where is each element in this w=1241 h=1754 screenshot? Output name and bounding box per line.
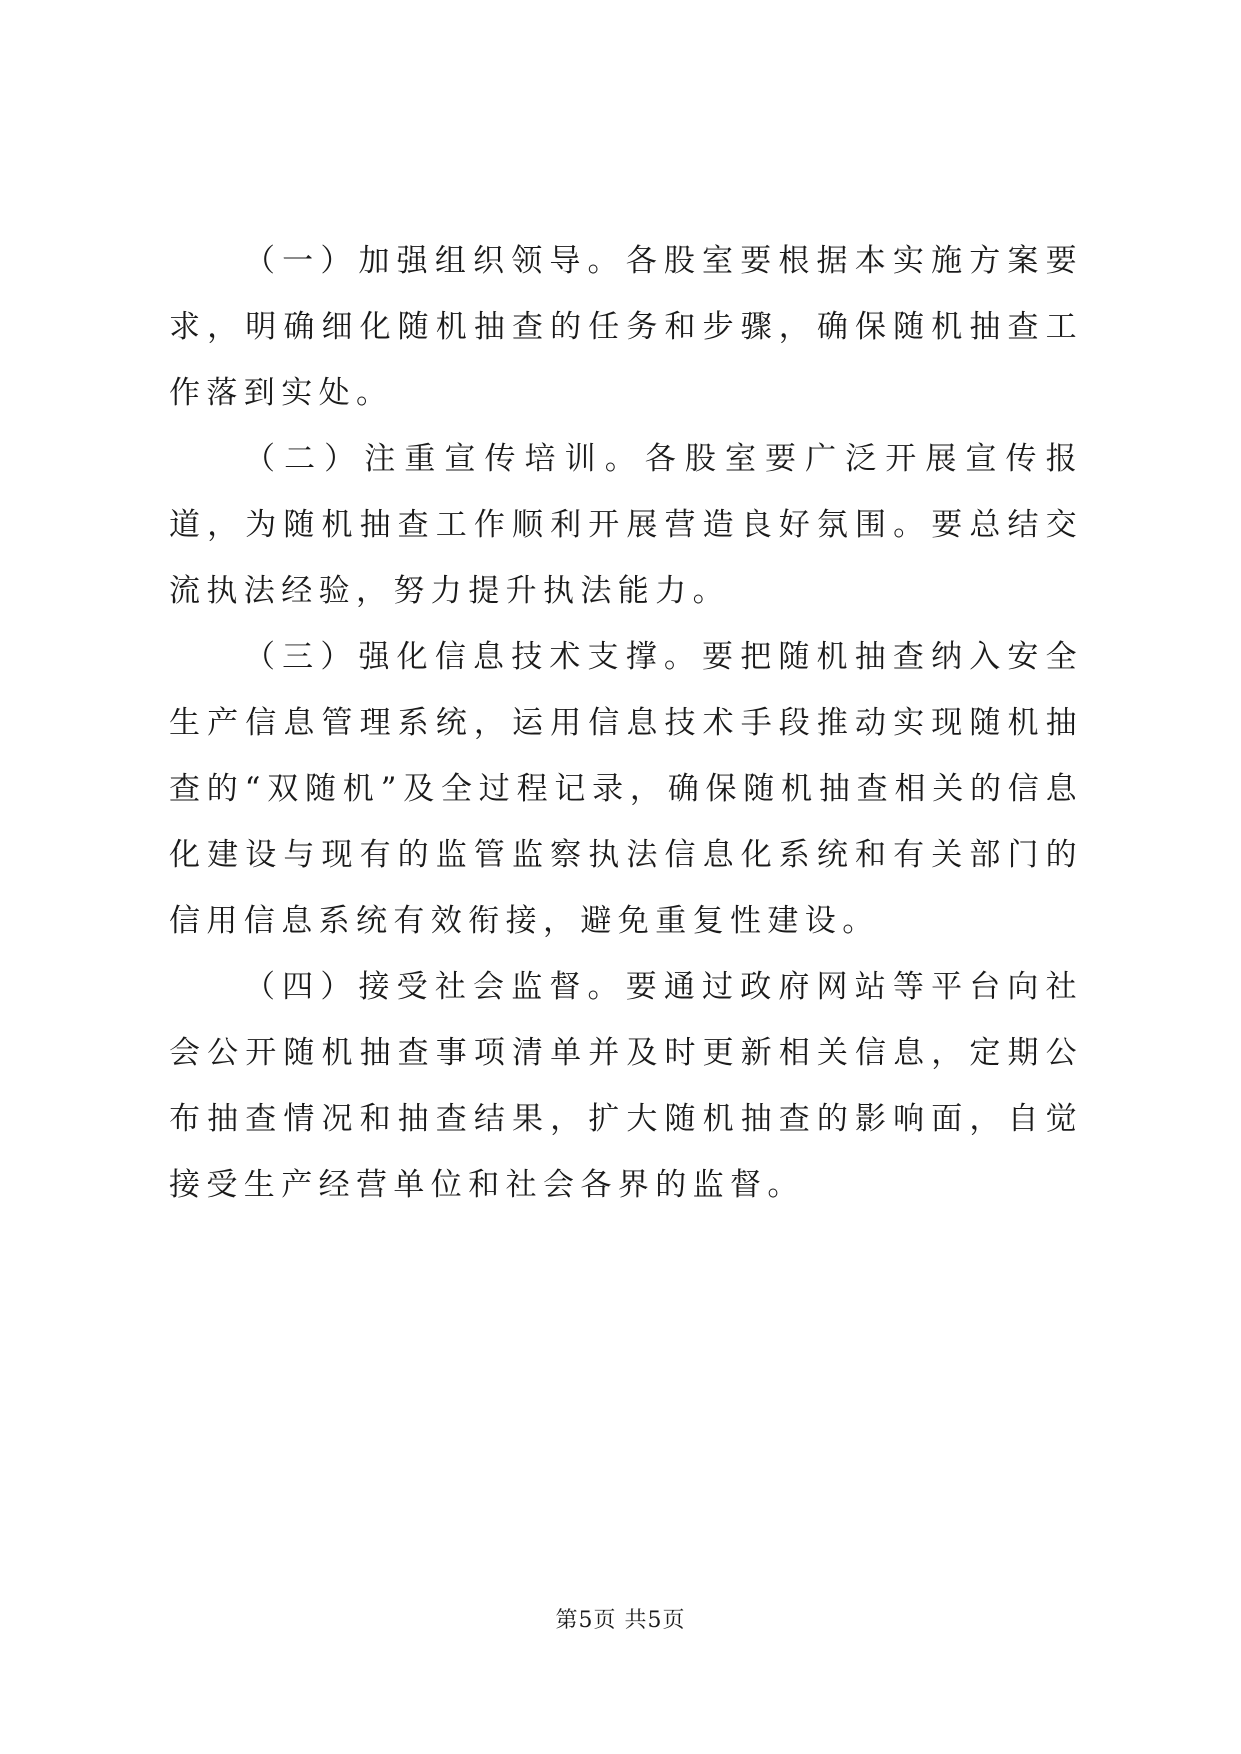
paragraph-information-technology: （三）强化信息技术支撑。要把随机抽查纳入安全生产信息管理系统，运用信息技术手段推动实现随机抽查的“双随机”及全过程记录，确保随机抽查相关的信息化建设与现有的监管监察执法信息化系统和有关部门的信用信息系统有效衔接，避免重复性建设。 [169,639,1083,939]
paragraph-social-supervision: （四）接受社会监督。要通过政府网站等平台向社会公开随机抽查事项清单并及时更新相关信息，定期公布抽查情况和抽查结果，扩大随机抽查的影响面，自觉接受生产经营单位和社会各界的监督。 [169,969,1083,1203]
paragraph-strengthen-leadership: （一）加强组织领导。各股室要根据本实施方案要求，明确细化随机抽查的任务和步骤，确保随机抽查工作落到实处。 [169,243,1083,411]
paragraph-publicity-training: （二）注重宣传培训。各股室要广泛开展宣传报道，为随机抽查工作顺利开展营造良好氛围。要总结交流执法经验，努力提升执法能力。 [169,441,1083,609]
document-body [169,228,1083,1218]
page-number-footer: 第5页 共5页 [555,1608,686,1633]
